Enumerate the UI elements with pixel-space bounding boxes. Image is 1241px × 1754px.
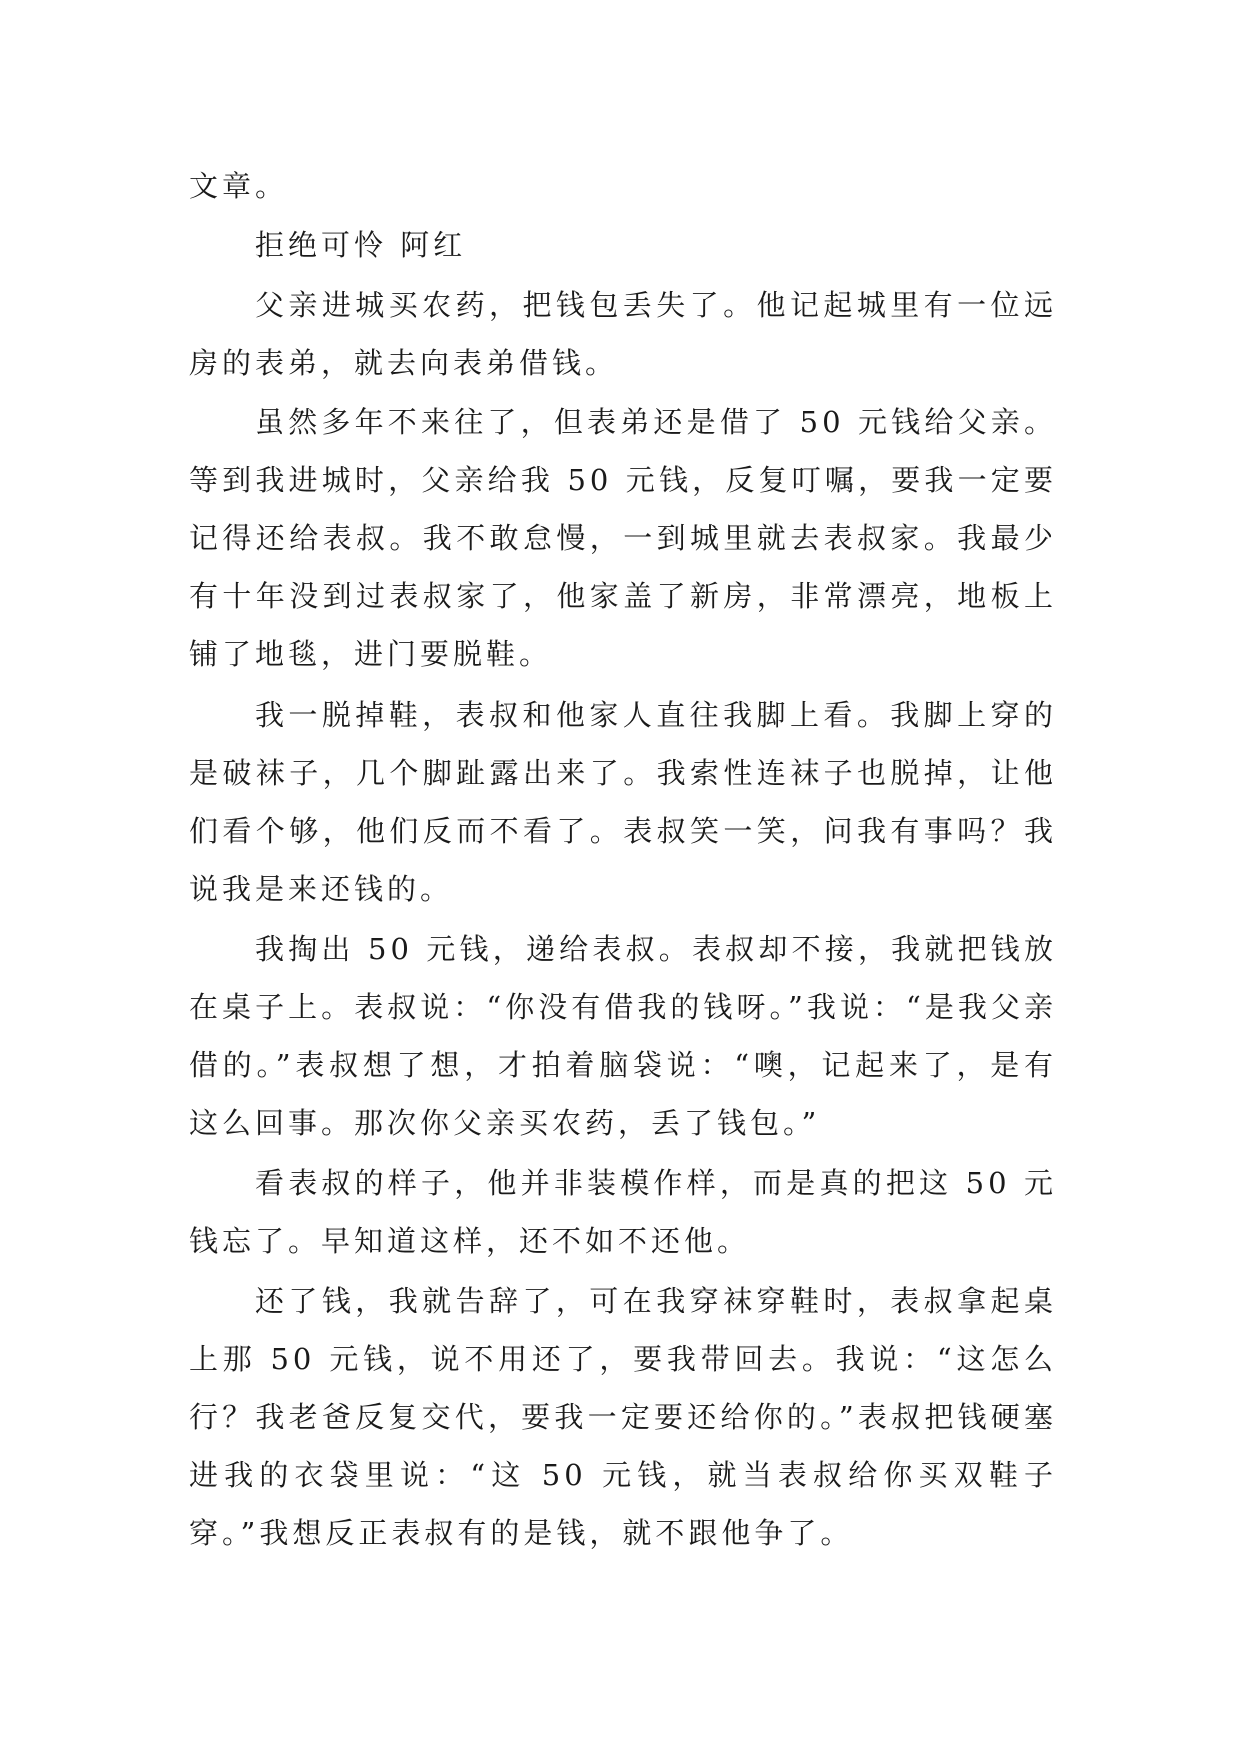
paragraph: 我掏出 50 元钱，递给表叔。表叔却不接，我就把钱放在桌子上。表叔说：“你没有借我的钱呀。”我说：“是我父亲借的。”表叔想了想，才拍着脑袋说：“噢，记起来了，是有这么回事。那次你父亲买农药，丢了钱包。” xyxy=(189,932,1057,1140)
paragraph: 父亲进城买农药，把钱包丢失了。他记起城里有一位远房的表弟，就去向表弟借钱。 xyxy=(189,288,1057,380)
paragraph: 看表叔的样子，他并非装模作样，而是真的把这 50 元钱忘了。早知道这样，还不如不还他。 xyxy=(189,1166,1057,1258)
paragraph-fragment: 文章。 xyxy=(189,169,289,203)
paragraph: 还了钱，我就告辞了，可在我穿袜穿鞋时，表叔拿起桌上那 50 元钱，说不用还了，要我带回去。我说：“这怎么行？我老爸反复交代，要我一定要还给你的。”表叔把钱硬塞进我的衣袋里说：“这 50 元钱，就当表叔给你买双鞋子穿。”我想反正表叔有的是钱，就不跟他争了。 xyxy=(189,1284,1057,1550)
paragraph: 虽然多年不来往了，但表弟还是借了 50 元钱给父亲。等到我进城时，父亲给我 50 元钱，反复叮嘱，要我一定要记得还给表叔。我不敢怠慢，一到城里就去表叔家。我最少有十年没到过表叔家了，他家盖了新房，非常漂亮，地板上铺了地毯，进门要脱鞋。 xyxy=(189,405,1057,671)
paragraph: 我一脱掉鞋，表叔和他家人直往我脚上看。我脚上穿的是破袜子，几个脚趾露出来了。我索性连袜子也脱掉，让他们看个够，他们反而不看了。表叔笑一笑，问我有事吗？我说我是来还钱的。 xyxy=(189,698,1057,906)
story-title-line: 拒绝可怜 阿红 xyxy=(255,228,467,262)
